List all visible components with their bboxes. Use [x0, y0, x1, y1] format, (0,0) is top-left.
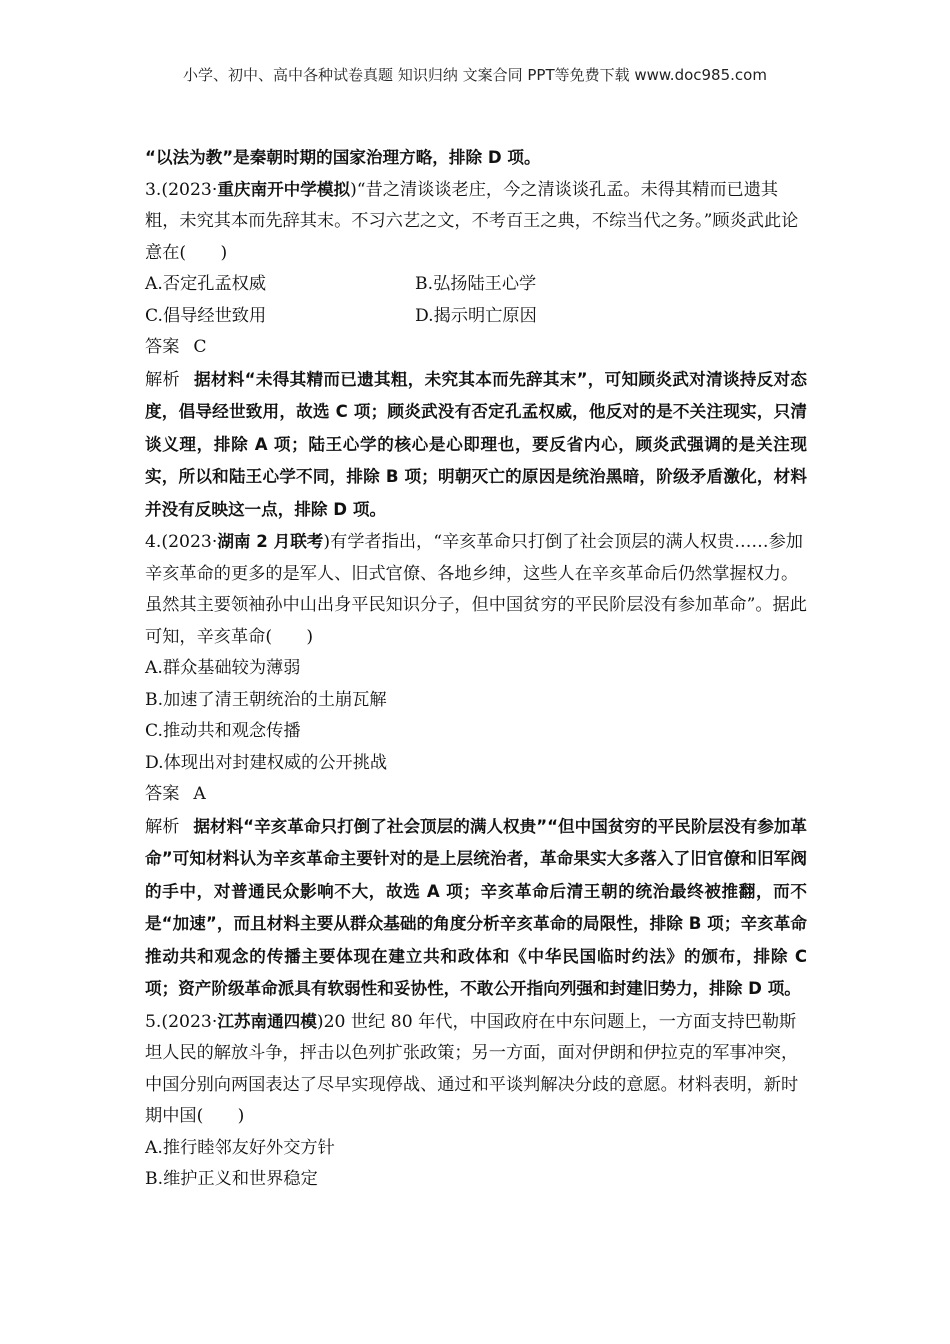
question-5-option-a: A.推行睦邻友好外交方针 [145, 1137, 335, 1158]
question-3-stem: 3.(2023·重庆南开中学模拟)“昔之清谈谈老庄，今之清谈谈孔孟。未得其精而已遗其粗，未究其本而先辞其末。不习六艺之文，不考百王之典，不综当代之务。”顾炎武此论意在( ) [145, 179, 799, 263]
question-4-option-a: A.群众基础较为薄弱 [145, 658, 301, 678]
question-4-source: 湖南 2 月联考 [217, 532, 324, 551]
question-3-source: 重庆南开中学模拟 [217, 179, 351, 199]
question-3-option-a: A.否定孔孟权威 [145, 274, 267, 294]
question-3-answer: 答案 C [145, 337, 207, 357]
question-4-option-c: C.推动共和观念传播 [145, 721, 301, 741]
question-4-analysis: 解析 据材料“辛亥革命只打倒了社会顶层的满人权贵”“但中国贫穷的平民阶层没有参加革命”可知材料认为辛亥革命主要针对的是上层统治者，革命果实大多落入了旧官僚和旧军阀的手中，对普通民众影响不大，故选 A 项；辛亥革命后清王朝的统治最终被推翻，而不是“加速”，而且材料主要从群众基础的角度分析辛亥革命的局限性，排除 B 项；辛亥革命推动共和观念的传播主要体现在建立共和政体和《中华民国临时约法》的颁布，排除 C 项；资产阶级革命派具有软弱性和妥协性，不敢公开指向列强和封建旧势力，排除 D 项。 [145, 816, 807, 998]
question-4-option-b: B.加速了清王朝统治的土崩瓦解 [145, 689, 387, 710]
question-4-stem: 4.(2023·湖南 2 月联考)有学者指出，“辛亥革命只打倒了社会顶层的满人权贵……参加辛亥革命的更多的是军人、旧式官僚、各地乡绅，这些人在辛亥革命后仍然掌握权力。虽然其主要领袖孙中山出身平民知识分子，但中国贫穷的平民阶层没有参加革命”。据此可知，辛亥革命( ) [145, 532, 807, 647]
question-3-option-c: C.倡导经世致用 [145, 305, 267, 326]
previous-analysis-tail: “以法为教”是秦朝时期的国家治理方略，排除 D 项。 [145, 148, 541, 167]
question-3-options-row-1 [145, 269, 807, 301]
question-3-option-d: D.揭示明亡原因 [415, 305, 537, 326]
question-3-option-b: B.弘扬陆王心学 [415, 274, 537, 294]
question-5-source: 江苏南通四模 [217, 1011, 317, 1031]
question-4-answer: 答案 A [145, 784, 206, 804]
question-4-option-d: D.体现出对封建权威的公开挑战 [145, 752, 388, 773]
document-body [145, 142, 807, 1196]
question-5-stem: 5.(2023·江苏南通四模)20 世纪 80 年代，中国政府在中东问题上，一方面支持巴勒斯坦人民的解放斗争，抨击以色列扩张政策；另一方面，面对伊朗和伊拉克的军事冲突，中国分别向两国表达了尽早实现停战、通过和平谈判解决分歧的意愿。材料表明，新时期中国( ) [145, 1011, 799, 1126]
page-header: 小学、初中、高中各种试卷真题 知识归纳 文案合同 PPT等免费下载 www.doc985.com [183, 66, 767, 84]
question-5-option-b: B.维护正义和世界稳定 [145, 1169, 318, 1189]
question-3-options-row-2 [145, 301, 807, 333]
question-3-analysis: 解析 据材料“未得其精而已遗其粗，未究其本而先辞其末”，可知顾炎武对清谈持反对态度，倡导经世致用，故选 C 项；顾炎武没有否定孔孟权威，他反对的是不关注现实，只清谈义理，排除 A 项；陆王心学的核心是心即理也，要反省内心，顾炎武强调的是关注现实，所以和陆王心学不同，排除 B 项；明朝灭亡的原因是统治黑暗，阶级矛盾激化，材料并没有反映这一点，排除 D 项。 [145, 369, 807, 519]
